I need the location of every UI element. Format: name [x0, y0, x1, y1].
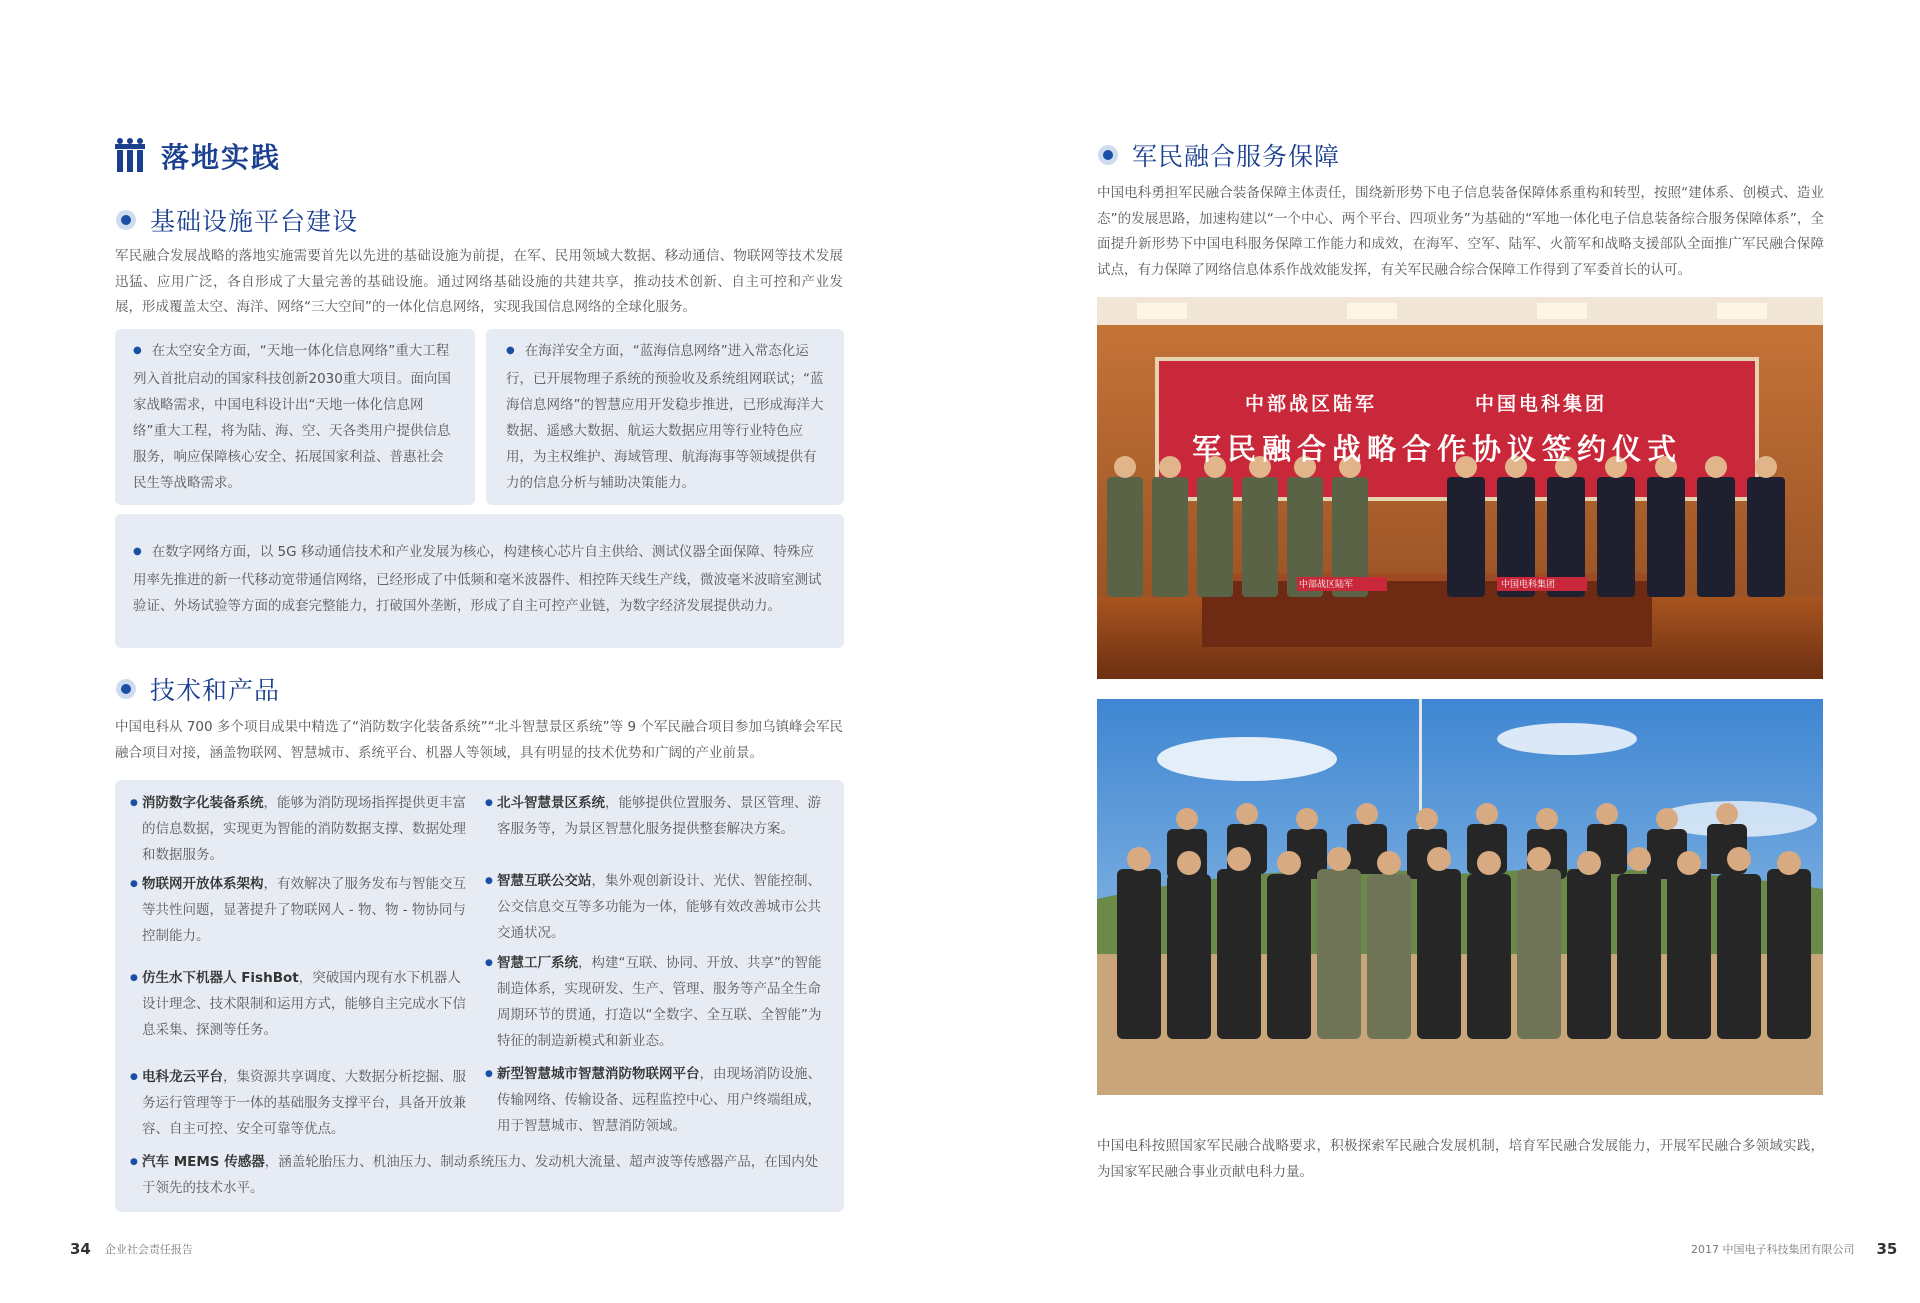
product-item: ● 汽车 MEMS 传感器，涵盖轮胎压力、机油压力、制动系统压力、发动机大流量、超声波等传感器产品，在国内处于领先的技术水平。: [130, 1154, 819, 1196]
bullet-icon: [506, 343, 525, 359]
product-item: ● 消防数字化装备系统，能够为消防现场指挥提供更丰富的信息数据，实现更为智能的消防数据支撑、数据处理和数据服务。: [130, 795, 466, 863]
bullet-icon: [133, 544, 152, 560]
product-item: ● 智慧工厂系统，构建“互联、协同、开放、共享”的智能制造体系，实现研发、生产、管理、服务等产品全生命周期环节的贯通，打造以“全数字、全互联、全智能”为特征的制造新模式和新业态。: [485, 955, 822, 1049]
info-box-ocean-text: ● 在海洋安全方面，“蓝海信息网络”进入常态化运行，已开展物理子系统的预验收及系统组网联试；“蓝海信息网络”的智慧应用开发稳步推进，已形成海洋大数据、遥感大数据、航运大数据应用等行业特色应用，为主权维护、海域管理、航海海事等领域提供有力的信息分析与辅助决策能力。: [506, 338, 826, 496]
people-icon: [113, 138, 147, 174]
section-intro: 中国电科勇担军民融合装备保障主体责任，围绕新形势下电子信息装备保障体系重构和转型，按照“建体系、创模式、造业态”的发展思路，加速构建以“一个中心、两个平台、四项业务”为基础的“军地一体化电子信息装备综合服务保障体系”，全面提升新形势下中国电科服务保障工作能力和成效，在海军、空军、陆军、火箭军和战略支援部队全面推广军民融合保障试点，有力保障了网络信息体系作战效能发挥，有关军民融合综合保障工作得到了军委首长的认可。: [1097, 185, 1824, 278]
page-footer: [1691, 1240, 1897, 1258]
page-number: 34: [70, 1240, 91, 1258]
section-intro: 中国电科从 700 多个项目成果中精选了“消防数字化装备系统”“北斗智慧景区系统”等 9 个军民融合项目参加乌镇峰会军民融合项目对接，涵盖物联网、智慧城市、系统平台、机器人等领域，具有明显的技术优势和广阔的产业前景。: [115, 719, 843, 761]
section-title: 基础设施平台建设: [150, 207, 359, 236]
section-heading-tech: [116, 671, 280, 707]
right-page: [960, 0, 1920, 1303]
section-bullet-icon: [116, 210, 136, 230]
footer-label: 企业社会责任报告: [104, 1243, 193, 1256]
group-photo-illustration: [1097, 699, 1823, 1095]
banner-right-text: 中国电科集团: [1475, 393, 1608, 415]
chapter-header: [113, 136, 281, 176]
closing-paragraph: 中国电科按照国家军民融合战略要求，积极探索军民融合发展机制，培育军民融合发展能力，开展军民融合多领域实践，为国家军民融合事业贡献电科力量。: [1097, 1138, 1824, 1180]
info-box-space-text: ● 在太空安全方面，“天地一体化信息网络”重大工程列入首批启动的国家科技创新2030重大项目。面向国家战略需求，中国电科设计出“天地一体化信息网络”重大工程，将为陆、海、空、天各类用户提供信息服务，响应保障核心安全、拓展国家利益、普惠社会民生等战略需求。: [133, 338, 455, 496]
signing-ceremony-photo: [1097, 297, 1823, 679]
chapter-title: 落地实践: [161, 141, 282, 174]
section-title: 技术和产品: [150, 676, 281, 705]
info-box-digital-text: ● 在数字网络方面，以 5G 移动通信技术和产业发展为核心，构建核心芯片自主供给、测试仪器全面保障、特殊应用率先推进的新一代移动宽带通信网络，已经形成了中低频和毫米波器件、相控阵天线生产线，微波毫米波暗室测试验证、外场试验等方面的成套完整能力，打破国外垄断，形成了自主可控产业链，为数字经济发展提供动力。: [133, 539, 825, 619]
signing-ceremony-illustration: [1097, 297, 1823, 679]
banner-left-text: 中部战区陆军: [1245, 393, 1378, 415]
section-heading-service: [1098, 137, 1340, 173]
group-photo: [1097, 699, 1823, 1095]
table-sign-left: 中部战区陆军: [1299, 580, 1354, 590]
banner-main-text: 军民融合战略合作协议签约仪式: [1192, 432, 1683, 466]
product-item: ● 物联网开放体系架构，有效解决了服务发布与智能交互等共性问题，显著提升了物联网人 - 物、物 - 物协同与控制能力。: [130, 876, 466, 944]
bullet-icon: [133, 343, 152, 359]
page-footer: [70, 1240, 193, 1258]
section-title: 军民融合服务保障: [1132, 142, 1341, 171]
section-bullet-icon: [1098, 145, 1118, 165]
section-intro: 军民融合发展战略的落地实施需要首先以先进的基础设施为前提，在军、民用领域大数据、移动通信、物联网等技术发展迅猛、应用广泛，各自形成了大量完善的基础设施。通过网络基础设施的共建共享，推动技术创新、自主可控和产业发展，形成覆盖太空、海洋、网络“三大空间”的一体化信息网络，实现我国信息网络的全球化服务。: [115, 248, 843, 315]
section-heading-infrastructure: [116, 202, 358, 238]
table-sign-right: 中国电科集团: [1501, 580, 1556, 590]
product-item: ● 智慧互联公交站，集外观创新设计、光伏、智能控制、公交信息交互等多功能为一体，能够有效改善城市公共交通状况。: [485, 873, 821, 941]
product-item: ● 新型智慧城市智慧消防物联网平台，由现场消防设施、传输网络、传输设备、远程监控中心、用户终端组成，用于智慧城市、智慧消防领域。: [485, 1066, 821, 1134]
product-item: ● 仿生水下机器人 FishBot，突破国内现有水下机器人设计理念、技术限制和运用方式，能够自主完成水下信息采集、探测等任务。: [130, 970, 466, 1038]
page-number: 35: [1876, 1240, 1898, 1258]
product-item: ● 电科龙云平台，集资源共享调度、大数据分析挖掘、服务运行管理等于一体的基础服务支撑平台，具备开放兼容、自主可控、安全可靠等优点。: [130, 1069, 466, 1137]
footer-label: 2017 中国电子科技集团有限公司: [1691, 1243, 1855, 1256]
product-item: ● 北斗智慧景区系统，能够提供位置服务、景区管理、游客服务等，为景区智慧化服务提供整套解决方案。: [485, 795, 821, 837]
section-bullet-icon: [116, 679, 136, 699]
